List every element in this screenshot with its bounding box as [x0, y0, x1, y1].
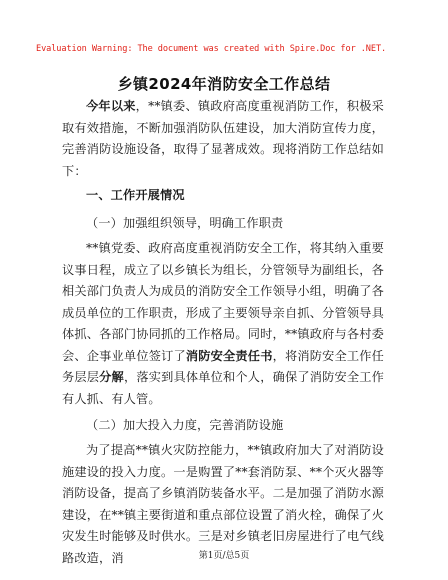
- sub1-text-a: **镇党委、政府高度重视消防安全工作，将其纳入重要议事日程，成立了以乡镇长为组长，分管领导为副组长，各相关部门负责人为成员的消防安全工作领导小组，明确了各成员单位的工作职责，形成了主要领导亲自抓、分管领导具体抓、各部门协同抓的工作格局。同时，**镇政府与各村委会、企事业: [62, 241, 384, 363]
- subsection-heading-1: （一）加强组织领导，明确工作职责: [86, 216, 284, 230]
- sub1-text-b: 单位签订了: [123, 348, 186, 363]
- sub1-text-f: ，落实到具体单位和个人，确保了消防安全工作有人抓、有人管。: [62, 370, 385, 406]
- subsection-1-paragraph: [62, 238, 384, 410]
- page-footer: 第1页/总5页: [198, 551, 250, 561]
- section-heading: 一、工作开展情况: [86, 188, 185, 202]
- document-body: [62, 96, 384, 569]
- sub2-text: 为了提高**镇火灾防控能力，**镇政府加大了对消防设施建设的投入力度。一是购置了**套消防泵、**个灭火器等消防设备，提高了乡镇消防装备水平。二是加强了消防水源建设，在**镇主要街道和重点部位设置了消火栓，确保了火灾发生时能够及时供水。三是对乡镇老旧房屋进行了电气线路改造，消: [62, 443, 384, 565]
- sub1-text-d: ，将消防安全工作任务层层: [62, 348, 385, 384]
- intro-lead: 今年以来: [86, 99, 136, 113]
- sub1-text-e: 分解: [99, 370, 124, 384]
- subsection-heading-2: （二）加大投入力度，完善消防设施: [86, 418, 284, 432]
- intro-paragraph: [62, 96, 384, 182]
- evaluation-warning: Evaluation Warning: The document was created with Spire.Doc for .NET.: [36, 44, 387, 54]
- document-title: 乡镇2024年消防安全工作总结: [117, 75, 331, 93]
- intro-text: ，**镇委、镇政府高度重视消防工作，积极采取有效措施，不断加强消防队伍建设，加大消防宣传力度，完善消防设施设备，取得了显著成效。现将消防工作总结如下：: [62, 99, 384, 178]
- sub1-text-c: 消防安全责任书: [185, 348, 273, 363]
